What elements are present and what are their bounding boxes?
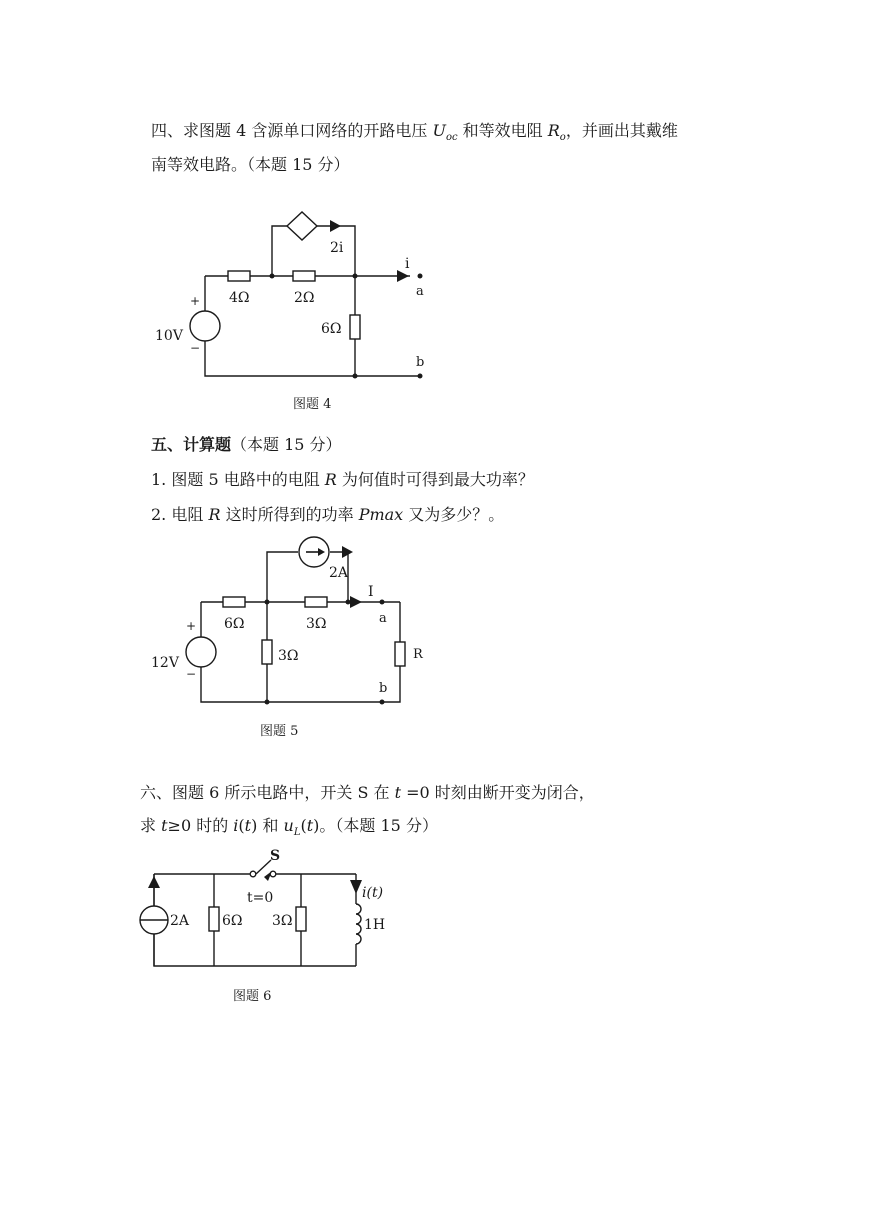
q4-text-line2: 南等效电路。（本题 15 分） xyxy=(151,155,350,174)
label-2A: 2A xyxy=(170,913,190,929)
label-6ohm: 6Ω xyxy=(222,913,243,929)
ro-symbol: $R_o$ xyxy=(547,121,566,144)
label-minus: − xyxy=(186,667,197,681)
label-b: b xyxy=(379,681,388,696)
label-R: R xyxy=(413,647,423,662)
q5-heading: 五、计算题（本题 15 分） xyxy=(151,435,342,454)
arrow-current-it xyxy=(350,880,362,894)
figure-5-caption: 图题 5 xyxy=(260,724,299,739)
resistor-6ohm xyxy=(209,907,219,931)
q6-text-line2: 求 t≥0 时的 i(t) 和 $u_L(t)$。（本题 15 分） xyxy=(140,816,438,839)
label-3ohm-shunt: 3Ω xyxy=(278,648,299,664)
label-6ohm: 6Ω xyxy=(224,616,245,632)
label-plus: + xyxy=(190,294,201,308)
label-I: I xyxy=(368,584,374,600)
label-4ohm: 4Ω xyxy=(229,290,250,306)
label-minus: − xyxy=(190,341,201,355)
q6-text-line1: 六、图题 6 所示电路中，开关 S 在 t =0 时刻由断开变为闭合， xyxy=(140,783,595,802)
label-2A: 2A xyxy=(329,565,349,581)
label-it: i(t) xyxy=(362,885,384,901)
figure-4-caption: 图题 4 xyxy=(293,397,332,412)
resistor-3ohm xyxy=(296,907,306,931)
label-12v: 12V xyxy=(151,655,179,671)
label-plus: + xyxy=(186,619,197,633)
label-3ohm-series: 3Ω xyxy=(306,616,327,632)
q5-item-1: 1. 图题 5 电路中的电阻 R 为何值时可得到最大功率？ xyxy=(151,470,534,489)
label-2ohm: 2Ω xyxy=(294,290,315,306)
q4-text-line1: 四、求图题 4 含源单口网络的开路电压 $U_{oc}$ 和等效电阻 $R_o$，并画出其戴维 xyxy=(151,121,678,144)
q5-item-2: 2. 电阻 R 这时所得到的功率 Pmax 又为多少？。 xyxy=(151,505,505,524)
figure-6-caption: 图题 6 xyxy=(233,989,272,1004)
label-b: b xyxy=(416,355,425,370)
arrow-source-up xyxy=(148,876,160,888)
label-3ohm: 3Ω xyxy=(272,913,293,929)
label-S: S xyxy=(270,848,281,864)
voc-symbol: $U_{oc}$ xyxy=(432,121,458,144)
label-6ohm: 6Ω xyxy=(321,321,342,337)
switch-contact xyxy=(250,871,256,877)
label-a: a xyxy=(379,611,387,626)
label-1H: 1H xyxy=(364,917,386,933)
label-t0: t=0 xyxy=(247,890,274,906)
switch-blade xyxy=(256,860,271,874)
inductor-coil xyxy=(356,904,361,944)
label-2i: 2i xyxy=(330,240,344,256)
label-a: a xyxy=(416,284,424,299)
label-i: i xyxy=(405,256,410,272)
label-10v: 10V xyxy=(155,328,183,344)
